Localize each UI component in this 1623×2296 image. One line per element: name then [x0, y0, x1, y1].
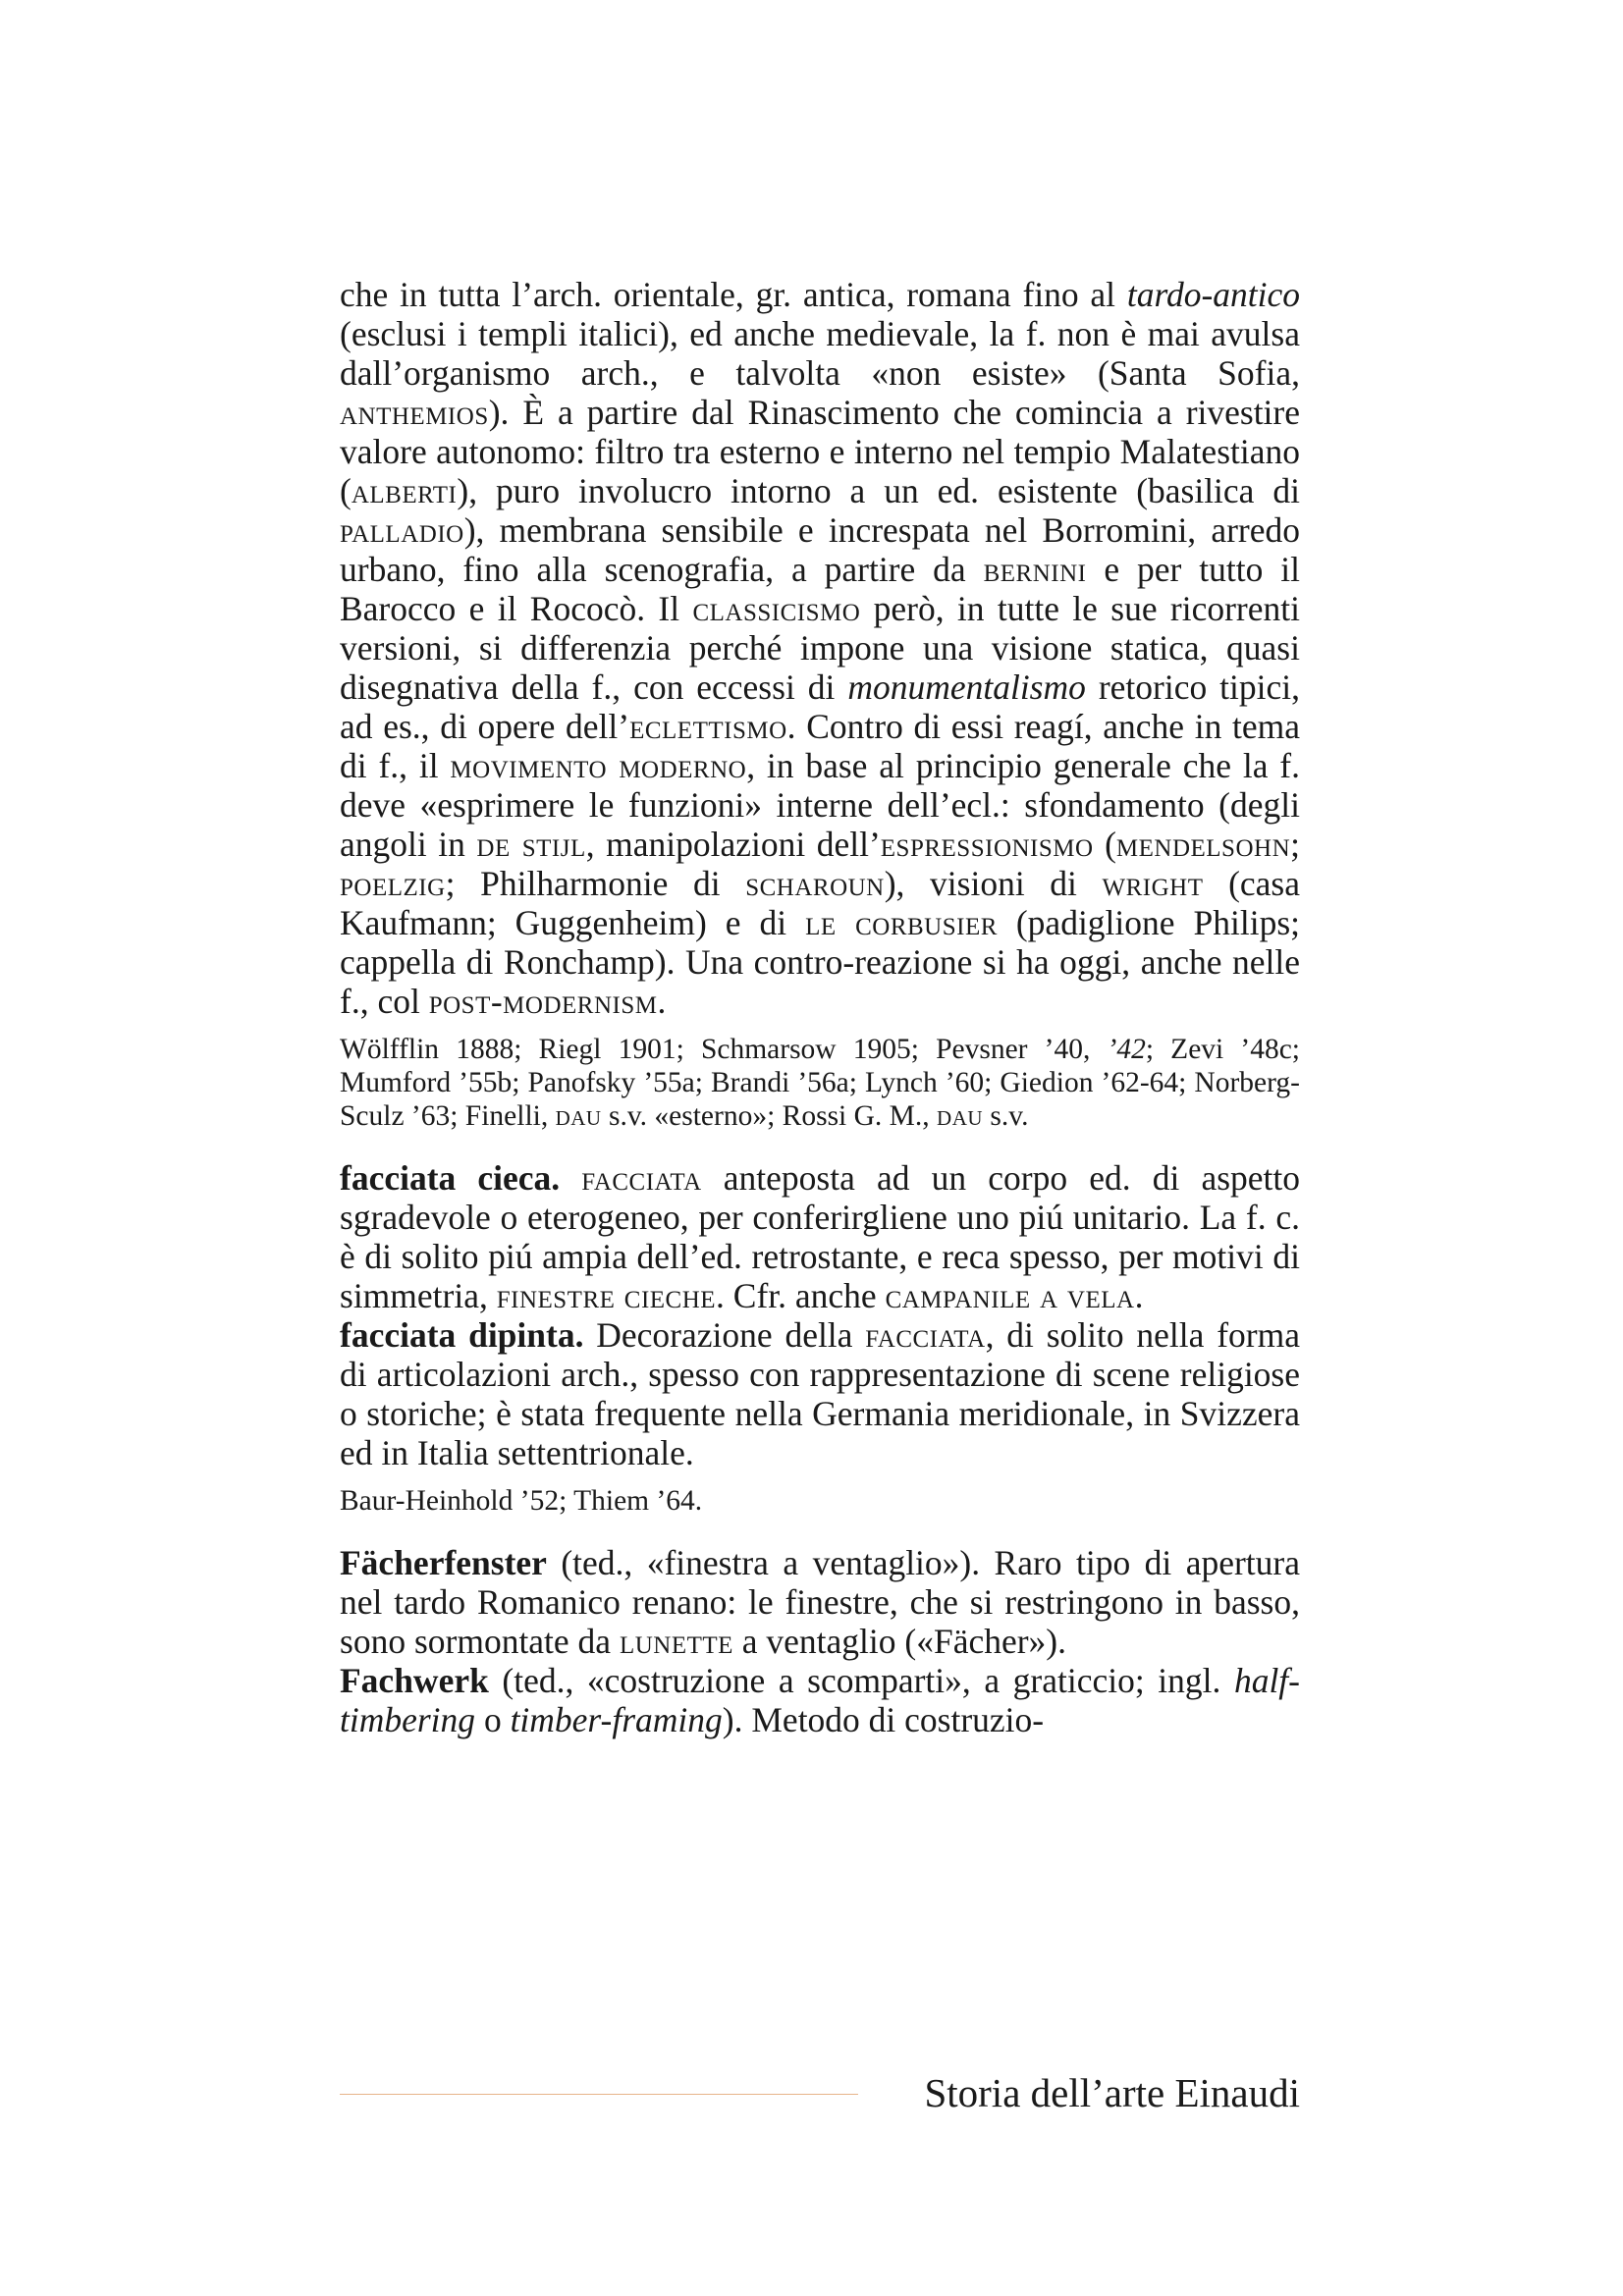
entry-fachwerk — [340, 1661, 1300, 1739]
text-run: anteposta ad un corpo ed. di aspetto sgradevole o eterogeneo, per conferirgliene uno piú unitario. La f. c. è di solito piú ampia dell’ed. retrostante, e reca spesso, per motivi di simmetria, — [340, 1158, 1300, 1315]
entry-headword: facciata dipinta. — [340, 1315, 584, 1355]
cross-reference: eclettismo — [629, 707, 787, 746]
cross-reference: facciata — [581, 1158, 702, 1198]
text-run: s.v. — [983, 1100, 1029, 1132]
cross-reference: bernini — [983, 550, 1087, 589]
bibliography-facciata — [340, 1033, 1300, 1133]
text-run: ; Zevi ’48c; Mumford ’55b; Panofsky ’55a; Brandi ’56a; Lynch ’60; Giedion ’62-64; Norberg-Sculz ’63; Finelli, — [340, 1034, 1300, 1132]
text-run: (esclusi i templi italici), ed anche medievale, la f. non è mai avulsa dall’organismo arch., e talvolta «non esiste» (Santa Sofia, — [340, 314, 1300, 393]
text-run: ( — [1093, 825, 1116, 864]
text-run: . Cfr. anche — [716, 1276, 886, 1315]
italic-term: tardo-antico — [1126, 275, 1300, 314]
text-run: e per tutto il Barocco e il Rococò. Il — [340, 550, 1301, 628]
text-run: però, in tutte le sue ricorrenti versioni, si differenzia perché impone una visione statica, quasi disegnativa della f., con eccessi di — [340, 589, 1300, 707]
cross-reference: facciata — [865, 1315, 986, 1355]
abbreviation: dau — [937, 1100, 984, 1132]
text-run: retorico tipici, ad es., di opere dell’ — [340, 667, 1301, 746]
text-run: ). È a partire dal Rinascimento che comincia a rivestire valore autonomo: filtro tra esterno e interno nel tempio Malatestiano ( — [340, 393, 1300, 510]
text-run: ), membrana sensibile e increspata nel Borromini, arredo urbano, fino alla scenografia, a partire da — [340, 510, 1300, 589]
bibliography-facciata-dipinta — [340, 1484, 1300, 1518]
cross-reference: poelzig — [340, 864, 446, 903]
text-run: (ted., «costruzione a scomparti», a graticcio; ingl. — [488, 1661, 1234, 1700]
cross-reference: campanile a vela — [885, 1276, 1135, 1315]
cross-reference: lunette — [619, 1622, 733, 1661]
text-run: , in base al principio generale che la f. deve «esprimere le funzioni» interne dell’ecl.: sfondamento (degli angoli in — [340, 746, 1300, 864]
italic-term: monumentalismo — [847, 667, 1086, 707]
entry-headword: facciata cieca. — [340, 1158, 561, 1198]
page-footer — [340, 2070, 1300, 2119]
text-run: ; Philharmonie di — [445, 864, 746, 903]
abbreviation: dau — [555, 1100, 602, 1132]
text-run: a ventaglio («Fächer»). — [732, 1622, 1066, 1661]
entry-facciata-dipinta — [340, 1315, 1300, 1472]
text-run: o — [475, 1700, 511, 1739]
text-run: , di solito nella forma di articolazioni arch., spesso con rappresentazione di scene religiose o storiche; è stata frequente nella Germania meridionale, in Svizzera ed in Italia settentrionale. — [340, 1315, 1300, 1472]
footer-publisher: Storia dell’arte Einaudi — [924, 2070, 1300, 2115]
entry-facciata-cieca — [340, 1158, 1300, 1315]
text-run: ; — [1290, 825, 1300, 864]
text-run: ), visioni di — [884, 864, 1103, 903]
cross-reference: espressionismo — [880, 825, 1094, 864]
text-run: Wölfflin 1888; Riegl 1901; Schmarsow 1905; Pevsner ’40, — [340, 1034, 1108, 1065]
text-run: . Contro di essi reagí, anche in tema di f., il — [340, 707, 1300, 785]
cross-reference: classicismo — [692, 589, 861, 628]
page-body — [340, 275, 1300, 1739]
cross-reference: finestre cieche — [496, 1276, 717, 1315]
italic-term: ’42 — [1107, 1034, 1146, 1065]
cross-reference: anthemios — [340, 393, 489, 432]
cross-reference: scharoun — [745, 864, 885, 903]
text-run — [560, 1158, 581, 1198]
paragraph-facciata-continued — [340, 275, 1300, 1021]
cross-reference: alberti — [351, 471, 458, 510]
cross-reference: mendelsohn — [1115, 825, 1291, 864]
entry-faecherfenster — [340, 1543, 1300, 1661]
text-run: . — [657, 982, 667, 1021]
entry-headword: Fachwerk — [340, 1661, 489, 1700]
text-run: . — [1134, 1276, 1144, 1315]
entry-headword: Fächerfenster — [340, 1543, 547, 1582]
italic-term: timber-framing — [510, 1700, 723, 1739]
cross-reference: movimento moderno — [450, 746, 747, 785]
cross-reference: wright — [1102, 864, 1204, 903]
cross-reference: post-modernism — [428, 982, 658, 1021]
text-run: che in tutta l’arch. orientale, gr. antica, romana fino al — [340, 275, 1127, 314]
cross-reference: palladio — [340, 510, 464, 550]
text-run: ), puro involucro intorno a un ed. esistente (basilica di — [457, 471, 1300, 510]
footer-rule — [340, 2094, 858, 2095]
text-run: ). Metodo di costruzio- — [722, 1700, 1045, 1739]
text-run: Decorazione della — [583, 1315, 866, 1355]
text-run: (ted., «finestra a ventaglio»). Raro tipo di apertura nel tardo Romanico renano: le finestre, che si restringono in basso, sono sormontate da — [340, 1543, 1300, 1661]
text-run: s.v. «esterno»; Rossi G. M., — [601, 1100, 938, 1132]
cross-reference: de stijl — [476, 825, 586, 864]
text-run: (casa Kaufmann; Guggenheim) e di — [340, 864, 1300, 942]
text-run: Baur-Heinhold ’52; Thiem ’64. — [340, 1485, 703, 1517]
cross-reference: le corbusier — [805, 903, 998, 942]
text-run: (padiglione Philips; cappella di Ronchamp). Una contro-reazione si ha oggi, anche nelle f., col — [340, 903, 1301, 1021]
text-run: , manipolazioni dell’ — [585, 825, 881, 864]
italic-term: half-timbering — [340, 1661, 1300, 1739]
